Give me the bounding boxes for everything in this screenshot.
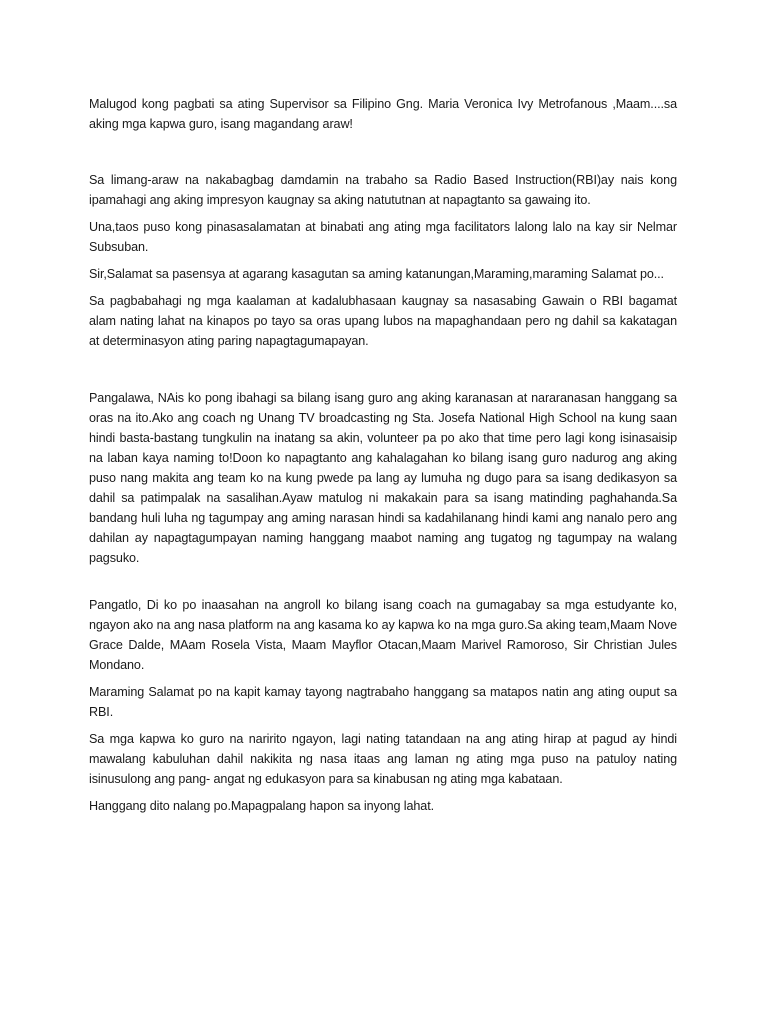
thanks-paragraph: Sir,Salamat sa pasensya at agarang kasagutan sa aming katanungan,Maraming,maraming Salamat po... [89,267,664,281]
sharing-paragraph: Sa pagbabahagi ng mga kaalaman at kadalubhasaan kaugnay sa nasasabing Gawain o RBI bagamat alam nating lahat na kinapos po tayo sa oras upang lubos na mapaghandaan pero ng dahil sa kakatagan at determinasyon ating paring napagtagumapayan. [89,294,677,348]
closing-paragraph: Hanggang dito nalang po.Mapagpalang hapon sa inyong lahat. [89,799,435,813]
greeting-paragraph: Malugod kong pagbati sa ating Supervisor sa Filipino Gng. Maria Veronica Ivy Metrofanous ,Maam....sa aking mga kapwa guro, isang magandang araw! [89,97,677,131]
third-point-paragraph: Pangatlo, Di ko po inaasahan na angroll ko bilang isang coach na gumagabay sa mga estudyante ko, ngayon ako na ang nasa platform na ang kasama ko ay kapwa ko na mga guro.Sa aking team,Maam Nove Grace Dalde, MAam Rosela Vista, Maam Mayflor Otacan,Maam Marivel Ramoroso, Sir Christian Jules Mondano. [89,598,677,672]
intro-paragraph: Sa limang-araw na nakabagbag damdamin na trabaho sa Radio Based Instruction(RBI)ay nais kong ipamahagi ang aking impresyon kaugnay sa aking natututnan at napagtanto sa gawaing ito. [89,173,677,207]
first-point-paragraph: Una,taos puso kong pinasasalamatan at binabati ang ating mga facilitators lalong lalo na kay sir Nelmar Subsuban. [89,220,677,254]
team-thanks-paragraph: Maraming Salamat po na kapit kamay tayong nagtrabaho hanggang sa matapos natin ang ating ouput sa RBI. [89,685,677,719]
message-paragraph: Sa mga kapwa ko guro na naririto ngayon, lagi nating tatandaan na ang ating hirap at pagud ay hindi mawalang kabuluhan dahil nakikita ng nasa itaas ang laman ng ating mga puso na patuloy nating isinusulong ang pang- angat ng edukasyon para sa kinabusan ng ating mga kabataan. [89,732,677,786]
second-point-paragraph: Pangalawa, NAis ko pong ibahagi sa bilang isang guro ang aking karanasan at nararanasan hanggang sa oras na ito.Ako ang coach ng Unang TV broadcasting ng Sta. Josefa National High School na kung saan hindi basta-bastang tungkulin na inatang sa akin, volunteer pa po ako that time pero lagi kong isinasaisip na laban kaya naming to!Doon ko napagtanto ang kahalagahan ko bilang isang guro nadurog ang aking puso nang makita ang team ko na kung pwede pa lang ay lumuha ng dugo para sa isang dedikasyon sa dahil sa patimpalak na sasalihan.Ayaw matulog ni makakain para sa isang matinding paghahanda.Sa bandang huli luha ng tagumpay ang aming narasan hindi sa kadahilanang hindi kami ang nanalo pero ang dahilan ay napagtagumpayan naming hanggang maabot naming ang tugatog ng tagumpay na walang pagsuko. [89,391,677,565]
